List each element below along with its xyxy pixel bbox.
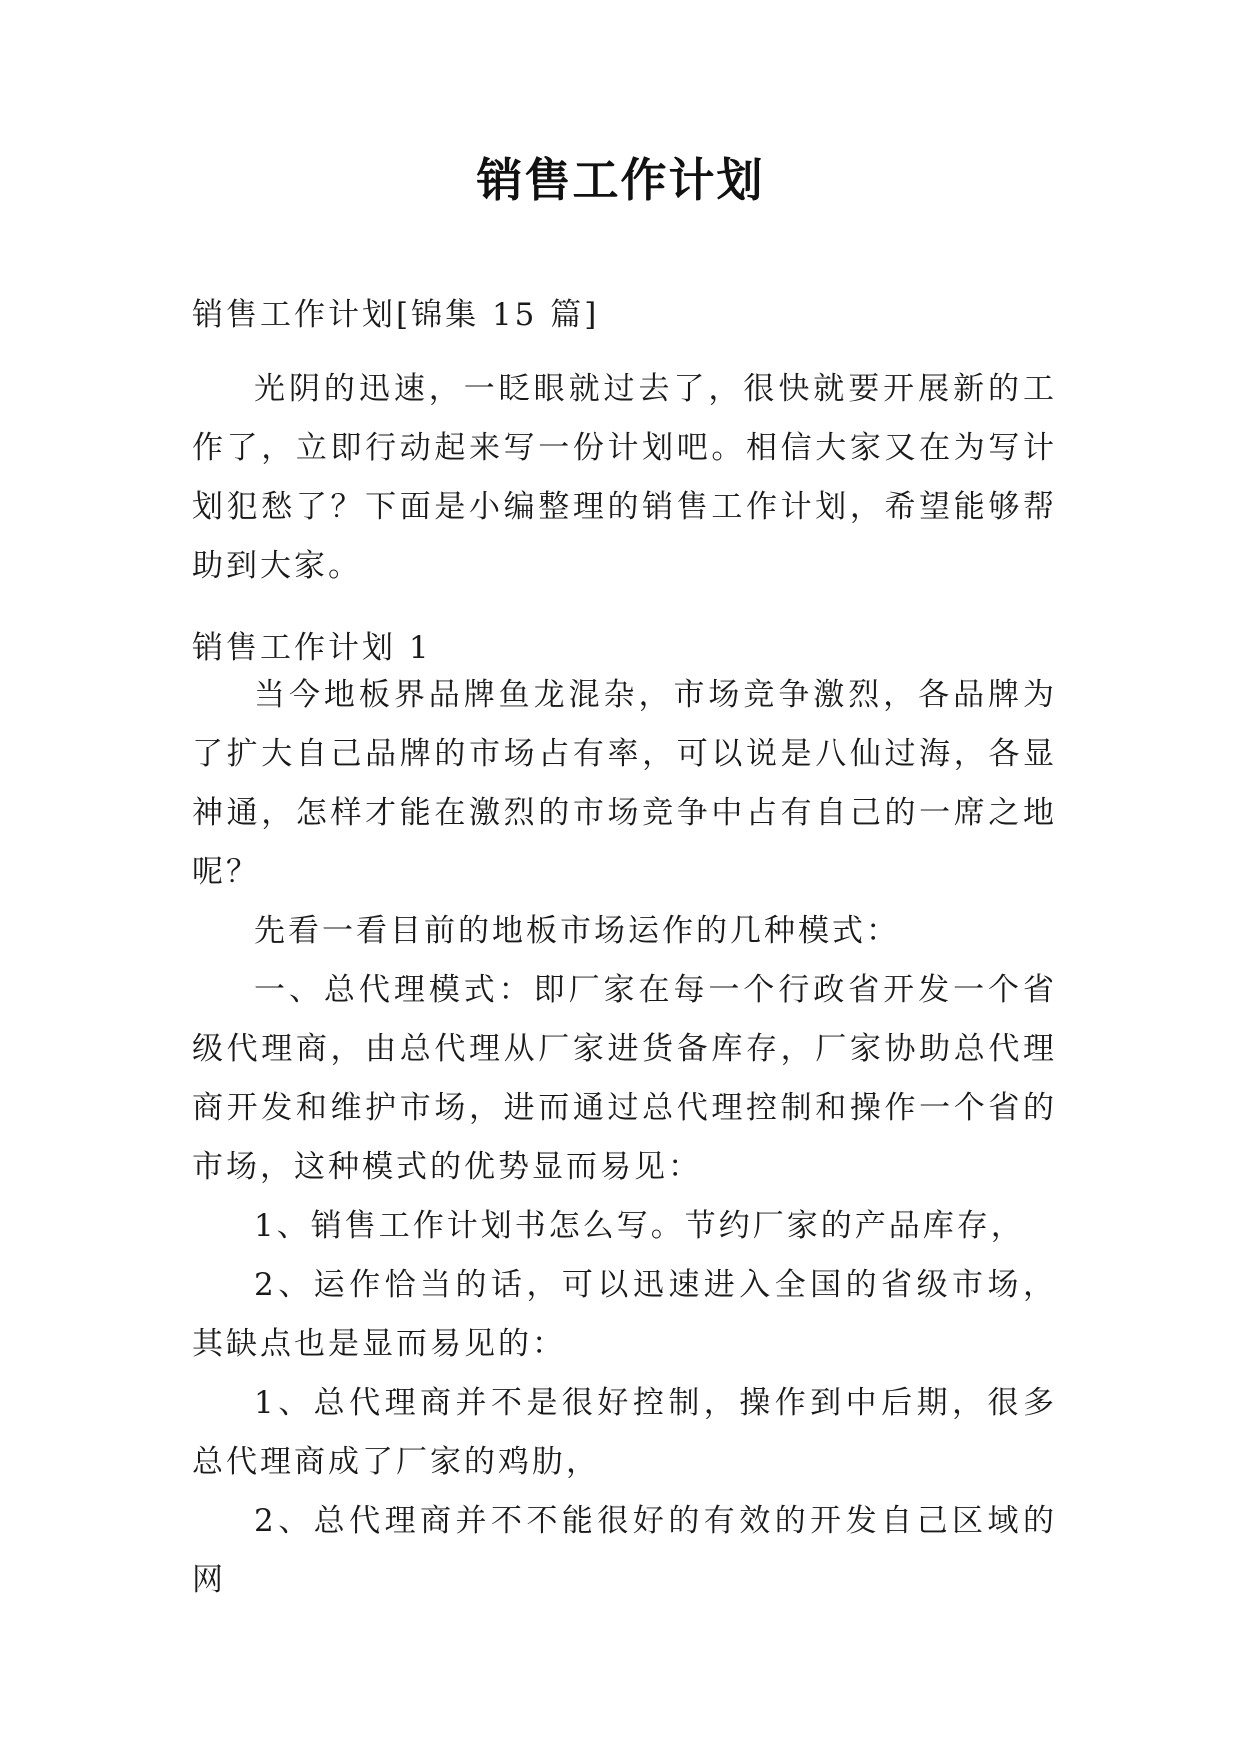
document-subtitle: 销售工作计划[锦集 15 篇] <box>192 297 600 333</box>
body-paragraph: 2、运作恰当的话，可以迅速进入全国的省级市场，其缺点也是显而易见的： <box>192 1267 1057 1362</box>
body-paragraph: 1、销售工作计划书怎么写。节约厂家的产品库存， <box>254 1208 1025 1244</box>
body-paragraph: 一、总代理模式：即厂家在每一个行政省开发一个省级代理商，由总代理从厂家进货备库存，厂家协助总代理商开发和维护市场，进而通过总代理控制和操作一个省的市场，这种模式的优势显而易见： <box>192 972 1057 1185</box>
intro-block <box>192 360 1057 596</box>
section-heading: 销售工作计划 1 <box>192 630 432 666</box>
body-paragraph: 当今地板界品牌鱼龙混杂，市场竞争激烈，各品牌为了扩大自己品牌的市场占有率，可以说是八仙过海，各显神通，怎样才能在激烈的市场竞争中占有自己的一席之地呢？ <box>192 677 1057 890</box>
body-paragraph: 1、总代理商并不是很好控制，操作到中后期，很多总代理商成了厂家的鸡肋， <box>192 1385 1057 1480</box>
section-body <box>192 666 1057 1610</box>
body-paragraph: 先看一看目前的地板市场运作的几种模式： <box>254 913 900 949</box>
intro-paragraph: 光阴的迅速，一眨眼就过去了，很快就要开展新的工作了，立即行动起来写一份计划吧。相信大家又在为写计划犯愁了？下面是小编整理的销售工作计划，希望能够帮助到大家。 <box>192 371 1057 584</box>
document-title: 销售工作计划 <box>476 153 765 207</box>
body-paragraph: 2、总代理商并不不能很好的有效的开发自己区域的网 <box>192 1503 1057 1598</box>
